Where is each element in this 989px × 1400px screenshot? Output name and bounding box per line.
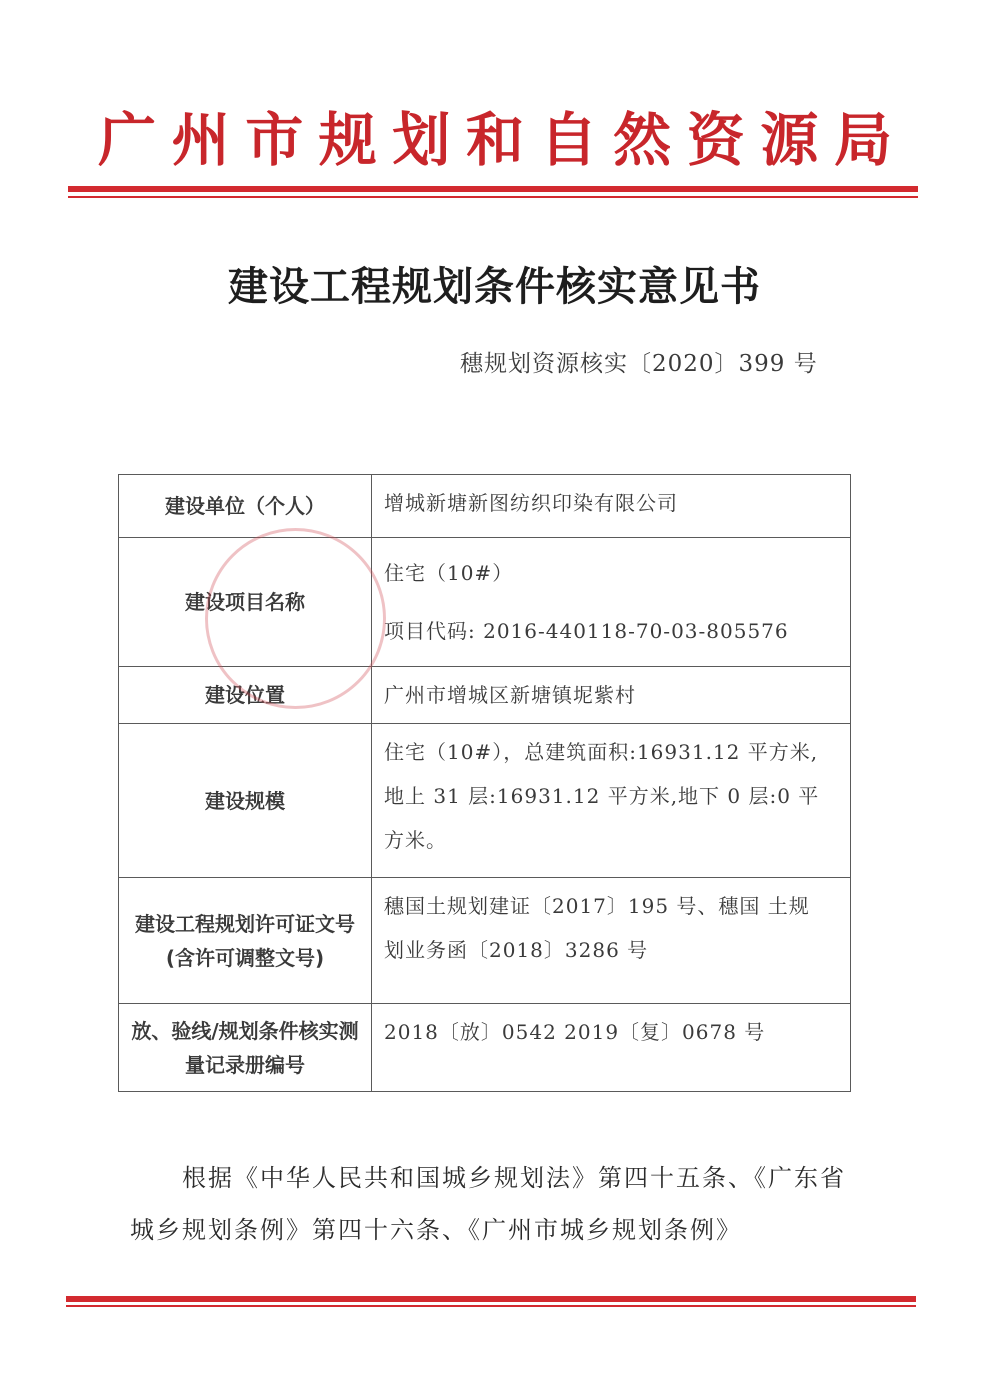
row-value: [372, 1004, 851, 1092]
row-label: 建设工程规划许可证文号(含许可调整文号): [119, 878, 372, 1004]
letterhead-char: 源: [760, 106, 819, 174]
value-line: 住宅（10#）: [384, 561, 514, 585]
row-label: 放、验线/规划条件核实测量记录册编号: [119, 1004, 372, 1092]
row-value: [372, 724, 851, 878]
row-value: [372, 538, 851, 667]
table-row: [119, 724, 851, 878]
row-label: 建设单位（个人）: [119, 475, 372, 538]
table-row: [119, 878, 851, 1004]
letterhead-rule-thin: [68, 196, 918, 198]
letterhead-rule-thick: [68, 186, 918, 192]
value-line: 项目代码: 2016-440118-70-03-805576: [384, 619, 789, 643]
table-row: [119, 1004, 851, 1092]
row-label: 建设位置: [119, 667, 372, 724]
row-label: 建设项目名称: [119, 538, 372, 667]
letterhead-char: 局: [833, 106, 892, 174]
letterhead-char: 资: [686, 106, 745, 174]
table-row: [119, 667, 851, 724]
row-label: 建设规模: [119, 724, 372, 878]
info-table: [118, 474, 851, 1092]
body-text: 根据《中华人民共和国城乡规划法》第四十五条、《广东省城乡规划条例》第四十六条、《广州市城乡规划条例》: [130, 1164, 846, 1244]
agency-letterhead: [70, 100, 920, 180]
value-line: 增城新塘新图纺织印染有限公司: [384, 491, 678, 515]
letterhead-char: 划: [392, 106, 451, 174]
letterhead-char: 州: [171, 106, 230, 174]
letterhead-char: 规: [318, 106, 377, 174]
row-value: [372, 878, 851, 1004]
footer-rule-thin: [66, 1305, 916, 1307]
body-paragraph: [130, 1152, 850, 1256]
document-title: 建设工程规划条件核实意见书: [228, 264, 761, 310]
value-line: 住宅（10#），总建筑面积:16931.12 平方米,: [384, 740, 819, 764]
row-value: [372, 475, 851, 538]
footer-rule-thick: [66, 1296, 916, 1302]
value-line: 广州市增城区新塘镇坭紫村: [384, 683, 636, 707]
table-row: [119, 475, 851, 538]
value-line: 地上 31 层:16931.12 平方米,地下 0 层:0 平: [384, 784, 820, 808]
letterhead-char: 市: [245, 106, 304, 174]
value-line: 划业务函〔2018〕3286 号: [384, 938, 649, 962]
row-value: [372, 667, 851, 724]
table-row: [119, 538, 851, 667]
letterhead-char: 自: [539, 106, 598, 174]
letterhead-char: 广: [98, 106, 157, 174]
letterhead-char: 和: [465, 106, 524, 174]
document-number: 穗规划资源核实〔2020〕399 号: [460, 351, 818, 377]
value-line: 穗国土规划建证〔2017〕195 号、穗国 土规: [384, 894, 810, 918]
letterhead-char: 然: [613, 106, 672, 174]
value-line: 方米。: [384, 828, 447, 852]
value-line: 2018〔放〕0542 2019〔复〕0678 号: [384, 1020, 766, 1044]
